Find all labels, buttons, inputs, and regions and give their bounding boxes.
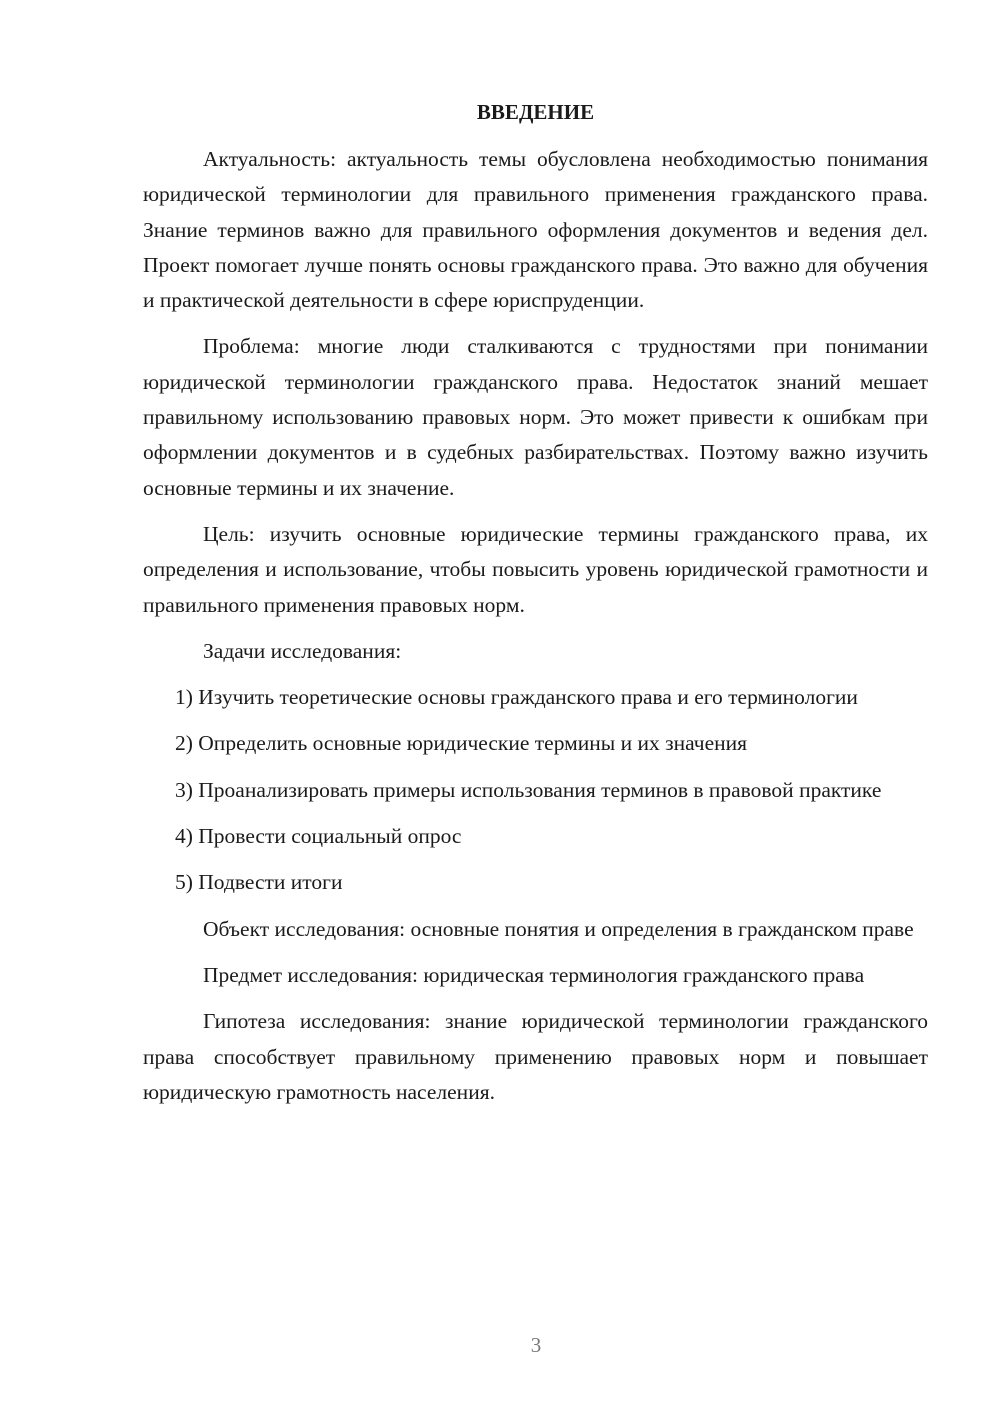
- paragraph-object: Объект исследования: основные понятия и определения в гражданском праве: [203, 916, 914, 941]
- paragraph-problem: Проблема: многие люди сталкиваются с трудностями при понимании юридической терминологии гражданского права. Недостаток знаний мешает правильному использованию правовых норм. Это может привести к ошибкам при оформлении документов и в судебных разбирательствах. Поэтому важно изучить основные термины и их значение.: [143, 334, 928, 500]
- page-number: 3: [530, 1333, 542, 1357]
- paragraph-goal: Цель: изучить основные юридические термины гражданского права, их определения и использование, чтобы повысить уровень юридической грамотности и правильного применения правовых норм.: [143, 521, 928, 617]
- section-title: ВВЕДЕНИЕ: [476, 100, 595, 124]
- task-item-2: 2) Определить основные юридические термины и их значения: [175, 731, 748, 756]
- document-page: [143, 95, 928, 1121]
- paragraph-relevance: Актуальность: актуальность темы обусловлена необходимостью понимания юридической терминологии для правильного применения гражданского права. Знание терминов важно для правильного оформления документов и ведения дел. Проект помогает лучше понять основы гражданского права. Это важно для обучения и практической деятельности в сфере юриспруденции.: [143, 147, 928, 313]
- task-item-4: 4) Провести социальный опрос: [175, 824, 462, 849]
- paragraph-subject: Предмет исследования: юридическая терминология гражданского права: [203, 962, 865, 987]
- task-item-3: 3) Проанализировать примеры использования терминов в правовой практике: [175, 777, 882, 802]
- paragraph-hypothesis: Гипотеза исследования: знание юридической терминологии гражданского права способствует правильному применению правовых норм и повышает юридическую грамотность населения.: [143, 1009, 928, 1104]
- tasks-heading: Задачи исследования:: [203, 638, 402, 663]
- task-item-1: 1) Изучить теоретические основы гражданского права и его терминологии: [175, 685, 858, 710]
- task-item-5: 5) Подвести итоги: [175, 870, 343, 895]
